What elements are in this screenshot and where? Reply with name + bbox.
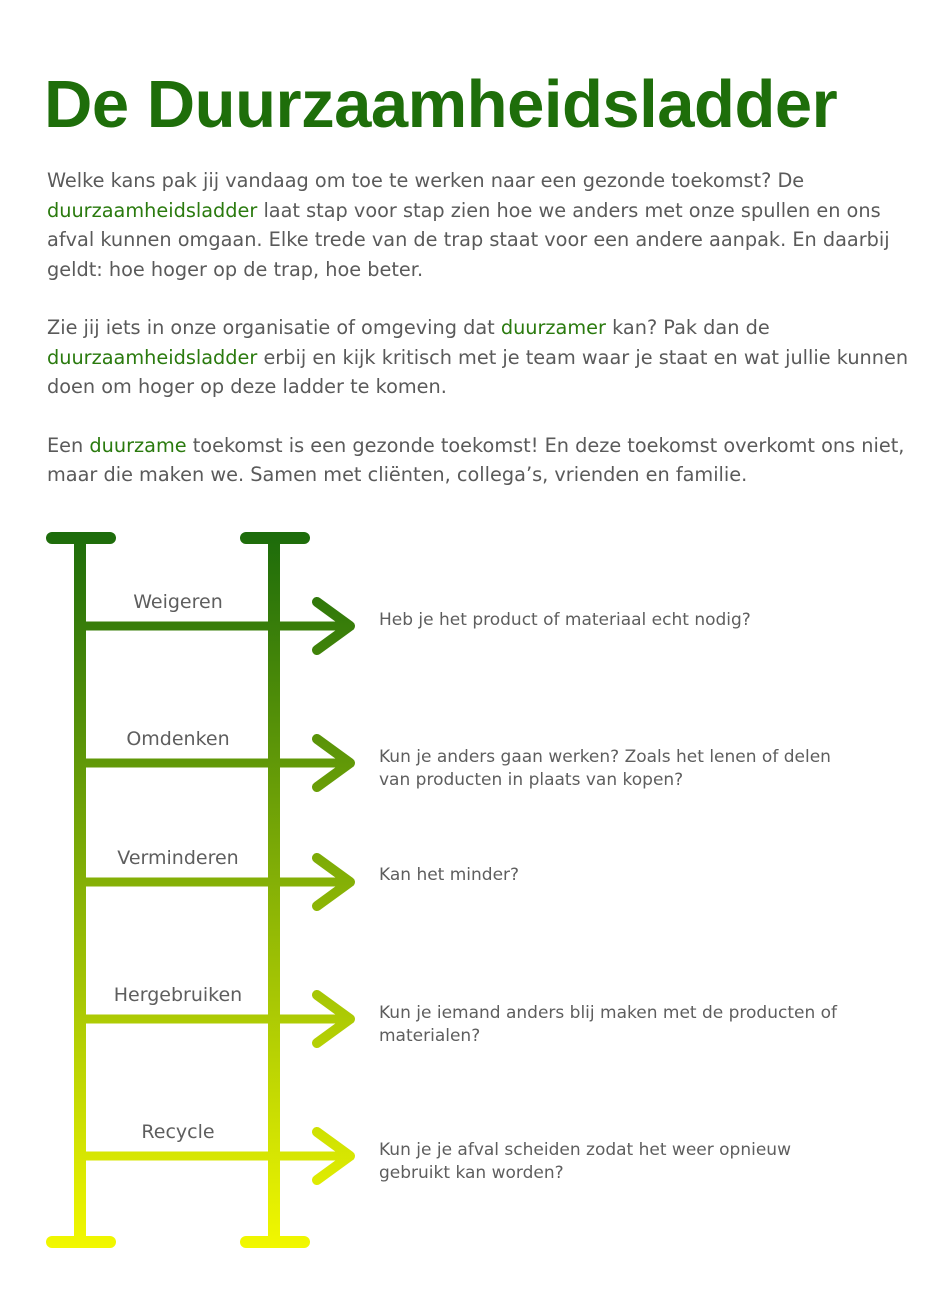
highlighted-keyword: duurzame	[89, 433, 187, 457]
step-question: Kun je iemand anders blij maken met de producten of materialen?	[379, 1003, 838, 1046]
page-title: De Duurzaamheidsladder	[44, 67, 838, 142]
step-name: Recycle	[141, 1121, 215, 1143]
intro-text-segment: toekomst is een gezonde toekomst! En deze toekomst overkomt ons niet, maar die maken we. Samen met cliënten, collega’s, vrienden en familie.	[47, 433, 905, 486]
intro-text-segment: Zie jij iets in onze organisatie of omgeving dat	[47, 316, 501, 339]
step-name: Weigeren	[133, 591, 223, 613]
step-name: Omdenken	[126, 728, 230, 750]
intro-text-segment: erbij en kijk kritisch met je team waar je staat en wat jullie kunnen doen om hoger op deze ladder te komen.	[47, 345, 909, 398]
step-question: Kun je je afval scheiden zodat het weer opnieuw gebruikt kan worden?	[379, 1140, 791, 1183]
step-name: Verminderen	[117, 847, 239, 869]
highlighted-keyword: duurzaamheidsladder	[47, 198, 258, 222]
intro-text-segment: laat stap voor stap zien hoe we anders met onze spullen en ons afval kunnen omgaan. Elke trede van de trap staat voor een andere aanpak. En daarbij geldt: hoe hoger op de trap, hoe beter.	[47, 198, 890, 281]
highlighted-keyword: duurzaamheidsladder	[47, 345, 258, 369]
step-question: Kun je anders gaan werken? Zoals het lenen of delen van producten in plaats van kopen?	[379, 747, 831, 790]
intro-text-segment: kan? Pak dan de	[605, 316, 770, 339]
step-question: Heb je het product of materiaal echt nodig?	[379, 610, 751, 630]
intro-text-segment: Een	[47, 433, 90, 457]
intro-text-segment: Welke kans pak jij vandaag om toe te werken naar een gezonde toekomst? De	[47, 169, 805, 192]
step-question: Kan het minder?	[379, 865, 520, 885]
step-name: Hergebruiken	[113, 984, 243, 1006]
highlighted-keyword: duurzamer	[500, 316, 606, 339]
